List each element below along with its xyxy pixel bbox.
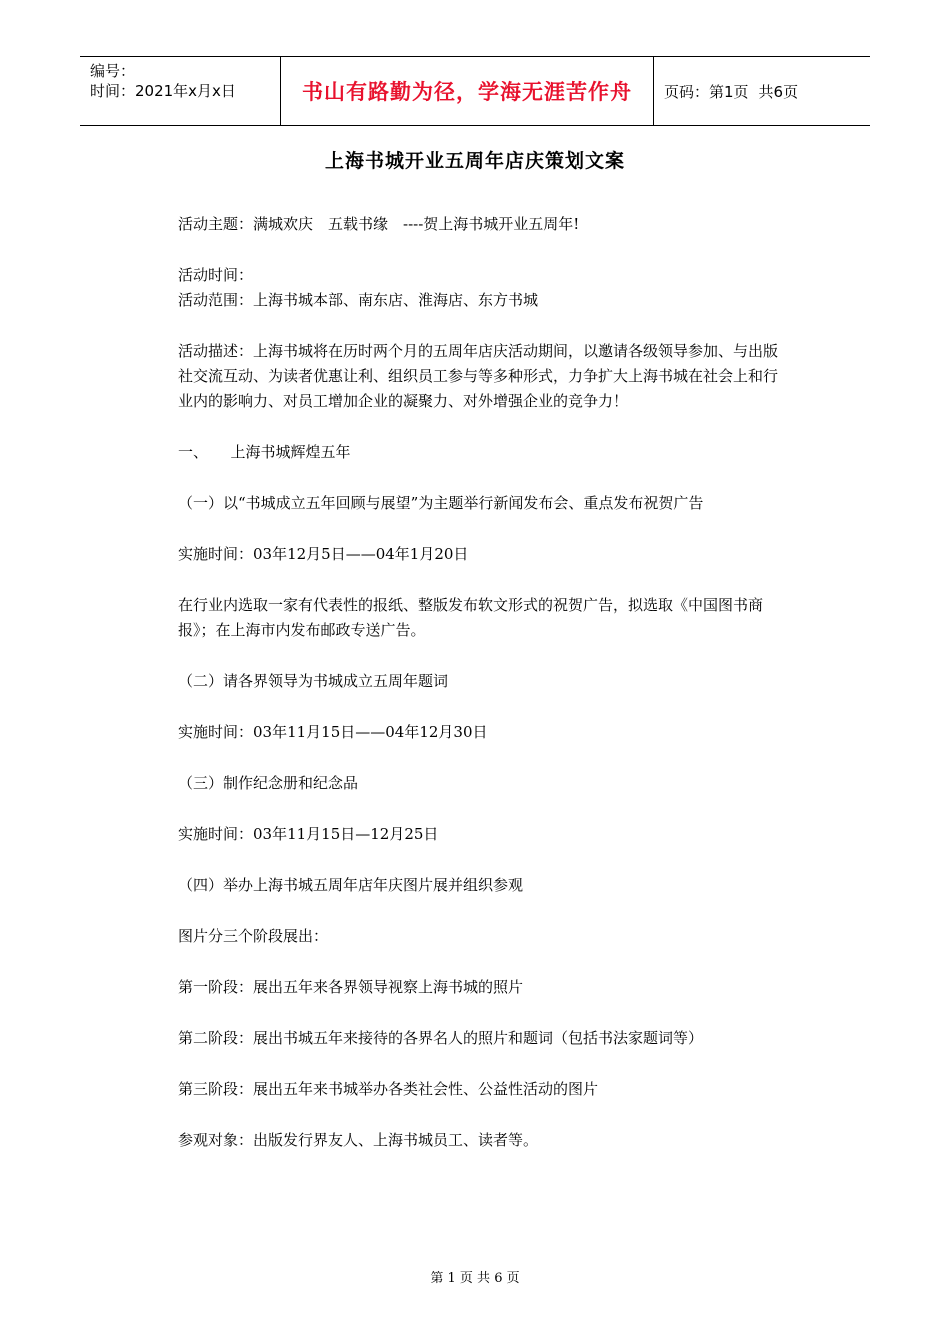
item-4-intro: 图片分三个阶段展出： — [178, 927, 329, 945]
header-motto: 书山有路勤为径，学海无涯苦作舟 — [302, 80, 632, 104]
document-number-label: 编号： — [90, 62, 136, 80]
visitors: 参观对象：出版发行界友人、上海书城员工、读者等。 — [178, 1131, 539, 1149]
document-title: 上海书城开业五周年店庆策划文案 — [324, 150, 625, 172]
item-1-time: 实施时间：03年12月5日——04年1月20日 — [178, 545, 469, 563]
item-4-heading: （四）举办上海书城五周年店年庆图片展并组织参观 — [178, 876, 524, 894]
activity-time: 活动时间： — [178, 266, 254, 284]
item-1-detail: 在行业内选取一家有代表性的报纸、整版发布软文形式的祝贺广告，拟选取《中国图书商报》；在上海市内发布邮政专送广告。 — [178, 596, 764, 639]
document-body — [178, 212, 778, 1153]
header-page-total: 共6页 — [758, 82, 799, 101]
stage-2: 第二阶段：展出书城五年来接待的各界名人的照片和题词（包括书法家题词等） — [178, 1029, 704, 1047]
activity-description: 活动描述：上海书城将在历时两个月的五周年店庆活动期间，以邀请各级领导参加、与出版社交流互动、为读者优惠让利、组织员工参与等多种形式，力争扩大上海书城在社会上和行业内的影响力、对员工增加企业的凝聚力、对外增强企业的竞争力！ — [178, 342, 779, 410]
header-left-cell — [80, 57, 281, 125]
stage-3: 第三阶段：展出五年来书城举办各类社会性、公益性活动的图片 — [178, 1080, 599, 1098]
item-3-heading: （三）制作纪念册和纪念品 — [178, 774, 359, 792]
document-time-label: 时间：2021年x月x日 — [90, 82, 236, 100]
header-motto-cell — [281, 57, 654, 125]
section-heading-1: 一、 上海书城辉煌五年 — [178, 443, 351, 461]
header-page-cell — [654, 57, 870, 125]
item-2-time: 实施时间：03年11月15日——04年12月30日 — [178, 723, 488, 741]
item-1-heading: （一）以“书城成立五年回顾与展望”为主题举行新闻发布会、重点发布祝贺广告 — [178, 494, 704, 512]
header-page-number: 页码：第1页 — [664, 82, 749, 101]
item-3-time: 实施时间：03年11月15日—12月25日 — [178, 825, 439, 843]
activity-scope: 活动范围：上海书城本部、南东店、淮海店、东方书城 — [178, 291, 539, 309]
page-header — [80, 56, 870, 126]
stage-1: 第一阶段：展出五年来各界领导视察上海书城的照片 — [178, 978, 524, 996]
page-footer: 第 1 页 共 6 页 — [430, 1271, 520, 1286]
activity-theme: 活动主题：满城欢庆 五载书缘 ----贺上海书城开业五周年! — [178, 215, 580, 233]
item-2-heading: （二）请各界领导为书城成立五周年题词 — [178, 672, 449, 690]
